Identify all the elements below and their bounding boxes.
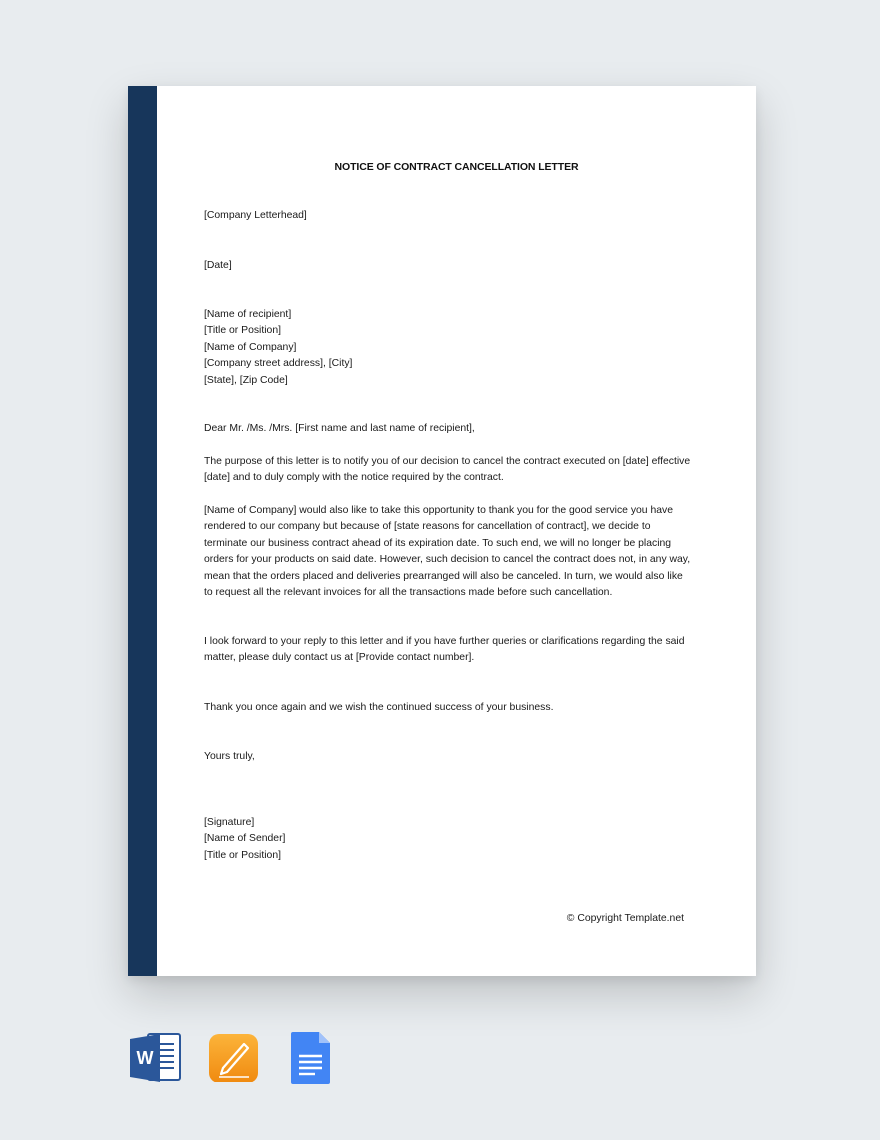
recipient-company: [Name of Company]: [204, 341, 297, 353]
paragraph-4: [204, 700, 694, 716]
sender-block: [204, 815, 694, 864]
google-docs-icon[interactable]: [289, 1030, 331, 1091]
salutation: Dear Mr. /Ms. /Mrs. [First name and last name of recipient],: [204, 423, 475, 434]
letter-document: [128, 86, 756, 976]
letterhead: [204, 208, 694, 224]
date-block: [204, 258, 694, 274]
paragraph-3: [204, 634, 694, 667]
pages-icon[interactable]: [208, 1030, 260, 1087]
paragraph-text: I look forward to your reply to this letter and if you have further queries or clarifications regarding the said matter, please duly contact us at [Provide contact number].: [204, 636, 685, 664]
paragraph-1: [204, 454, 694, 487]
recipient-title: [Title or Position]: [204, 325, 281, 337]
sender-name: [Name of Sender]: [204, 833, 286, 845]
letterhead-text: [Company Letterhead]: [204, 210, 307, 221]
paragraph-2: [204, 503, 694, 601]
paragraph-text: Thank you once again and we wish the continued success of your business.: [204, 702, 554, 713]
recipient-street: [Company street address], [City]: [204, 358, 353, 370]
document-accent-bar: [128, 86, 157, 976]
date-text: [Date]: [204, 260, 232, 271]
salutation-block: [204, 421, 694, 437]
recipient-name: [Name of recipient]: [204, 309, 292, 320]
copyright-notice: © Copyright Template.net: [566, 913, 684, 924]
word-icon[interactable]: [128, 1030, 184, 1091]
closing: Yours truly,: [204, 751, 255, 762]
document-title: NOTICE OF CONTRACT CANCELLATION LETTER: [334, 161, 579, 173]
paragraph-text: [Name of Company] would also like to take this opportunity to thank you for the good service you have rendered to our company but because of [state reasons for cancellation of contract], we decide to terminate our business contract ahead of its expiration date. To such end, we will no longer be placing orders for your products on said date. However, such decision to cancel the contract does not, in any way, mean that the orders placed and deliveries prearranged will also be canceled. In turn, we would also like to request all the relevant invoices for all the transactions made before such cancellation.: [204, 505, 691, 599]
sender-title: [Title or Position]: [204, 849, 281, 861]
word-icon-letter: W: [136, 1048, 154, 1068]
recipient-block: [204, 307, 694, 389]
paragraph-text: The purpose of this letter is to notify you of our decision to cancel the contract executed on [date] effective [date] and to duly comply with the notice required by the contract.: [204, 456, 691, 484]
closing-block: [204, 749, 694, 765]
sender-signature: [Signature]: [204, 817, 255, 828]
recipient-state-zip: [State], [Zip Code]: [204, 374, 288, 386]
